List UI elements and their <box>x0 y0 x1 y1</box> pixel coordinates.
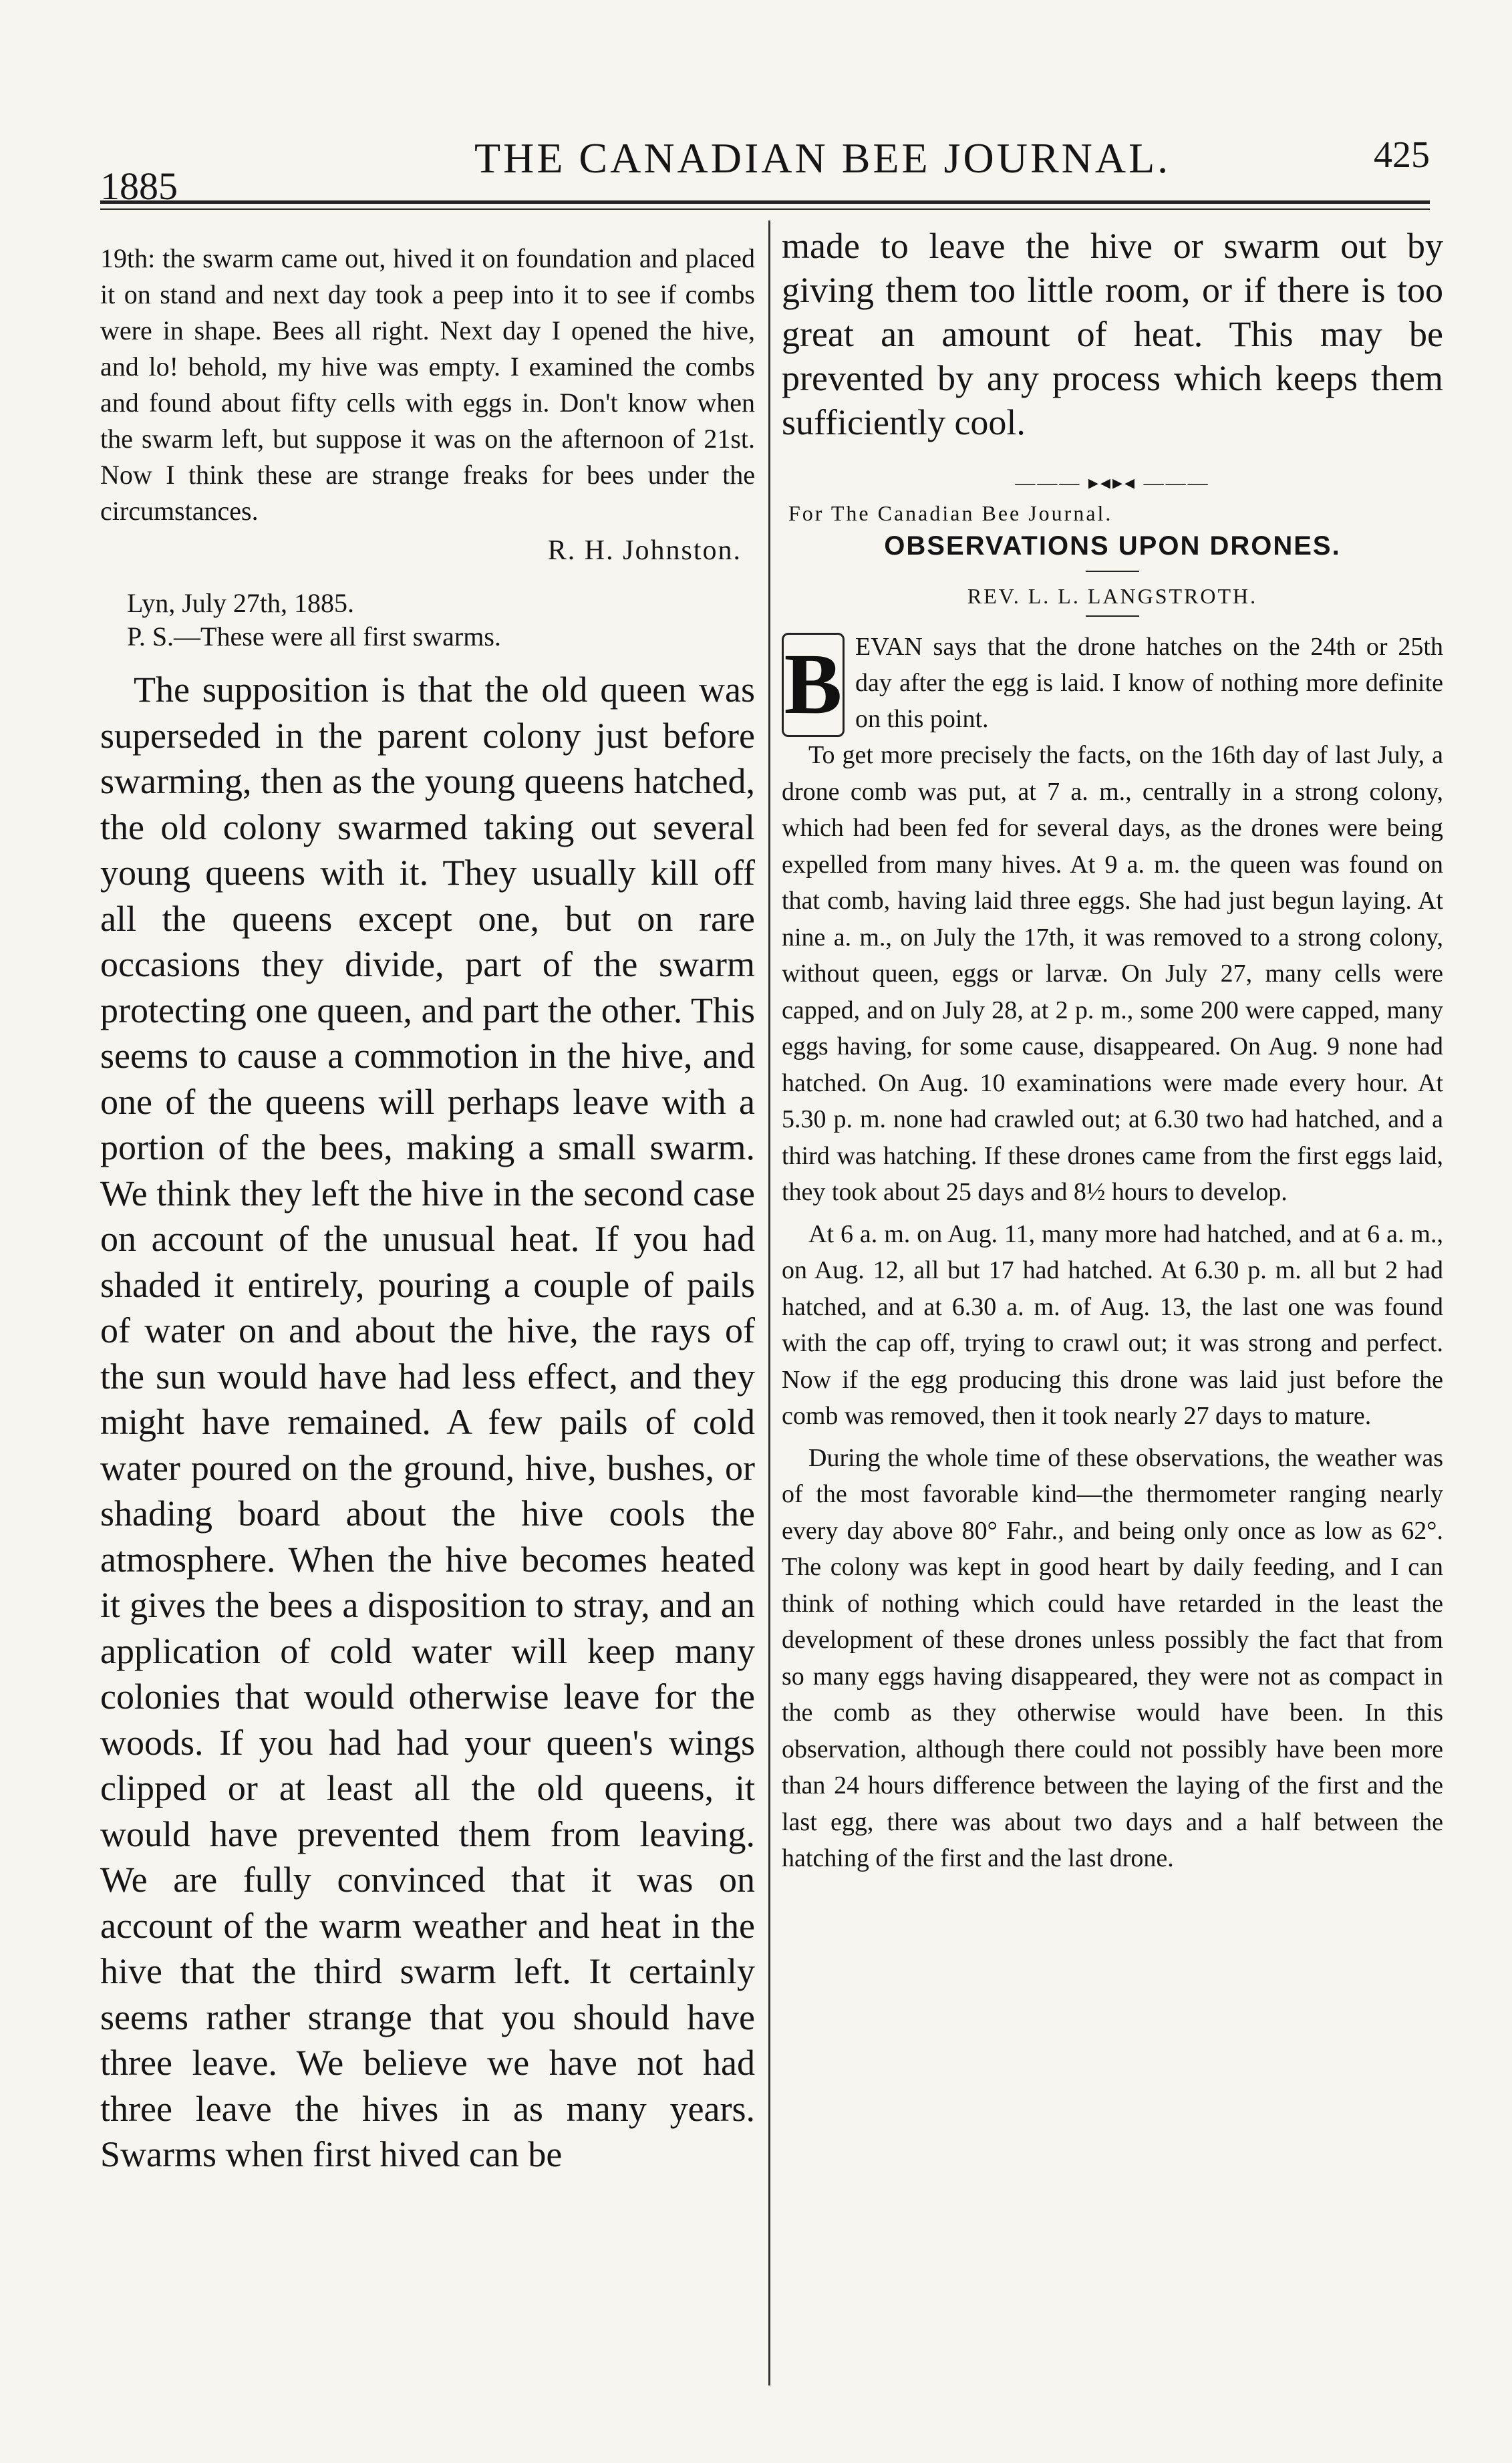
article-paragraph-4: During the whole time of these observations, the weather was of the most favorable kind—the thermometer ranging nearly every day above 80° Fahr., and being only once as low as 62°. The colony was kept in good heart by daily feeding, and I can think of nothing which could have retarded in the least the development of these drones unless possibly the fact that from so many eggs having disappeared, they were not as compact in the comb as they otherwise would have been. In this observation, although there could not possibly have been more than 24 hours difference between the laying of the first and the last egg, there was about two days and a half between the hatching of the first and the last drone. <box>782 1443 1443 1872</box>
for-journal-line: For The Canadian Bee Journal. <box>788 501 1113 525</box>
drop-cap: B <box>782 633 845 737</box>
right-column <box>782 224 1443 1877</box>
letter-postscript: P. S.—These were all first swarms. <box>127 621 501 651</box>
left-column <box>100 241 755 2178</box>
column-divider <box>768 221 770 2385</box>
article-author: REV. L. L. LANGSTROTH. <box>967 584 1258 608</box>
letter-signature: R. H. Johnston. <box>547 535 742 566</box>
header-rule <box>100 200 1430 204</box>
letter-dateline: Lyn, July 27th, 1885. <box>127 588 355 618</box>
page-number: 425 <box>1374 134 1430 176</box>
page-header <box>100 127 1430 208</box>
article-paragraph-2: To get more precisely the facts, on the 16th day of last July, a drone comb was put, at 7 a. m., centrally in a strong colony, which had been fed for several days, as the drones were being expelled from many hives. At 9 a. m. the queen was found on that comb, having laid three eggs. She had just begun laying. At nine a. m., on July the 17th, it was removed to a strong colony, without queen, eggs or larvæ. On July 27, many cells were capped, and on July 28, at 2 p. m., some 200 were capped, many eggs having, for some cause, disappeared. On Aug. 9 none had hatched. On Aug. 10 examinations were made every hour. At 5.30 p. m. none had crawled out; at 6.30 two had hatched, and a third was hatching. If these drones came from the first eggs laid, they took about 25 days and 8½ hours to develop. <box>782 741 1443 1206</box>
reply-continuation: made to leave the hive or swarm out by giving them too little room, or if there is too great an amount of heat. This may be prevented by any process which keeps them sufficiently cool. <box>782 226 1443 442</box>
journal-title: THE CANADIAN BEE JOURNAL. <box>474 134 1171 182</box>
lead-paragraph <box>782 629 1443 737</box>
header-rule-thin <box>100 208 1430 210</box>
title-rule <box>1086 571 1139 572</box>
letter-text: 19th: the swarm came out, hived it on foundation and placed it on stand and next day took a peep into it to see if combs were in shape. Bees all right. Next day I opened the hive, and lo! behold, my hive was empty. I examined the combs and found about fifty cells with eggs in. Don't know when the swarm left, but suppose it was on the afternoon of 21st. Now I think these are strange freaks for bees under the circumstances. <box>100 243 755 526</box>
section-ornament: ——— ▸◂▸◂ ——— <box>1015 472 1210 494</box>
article-paragraph-3: At 6 a. m. on Aug. 11, many more had hatched, and at 6 a. m., on Aug. 12, all but 17 had hatched. At 6.30 p. m. all but 2 had hatched, and at 6.30 a. m. of Aug. 13, the last one was found with the cap off, trying to crawl out; it was strong and perfect. Now if the egg producing this drone was laid just before the comb was removed, then it took nearly 27 days to mature. <box>782 1219 1443 1430</box>
header-year: 1885 <box>100 164 178 208</box>
author-rule <box>1086 615 1139 617</box>
article-title: OBSERVATIONS UPON DRONES. <box>884 531 1341 561</box>
editor-reply: The supposition is that the old queen was superseded in the parent colony just before swarming, then as the young queens hatched, the old colony swarmed taking out several young queens with it. They usually kill off all the queens except one, but on rare occasions they divide, part of the swarm protecting one queen, and part the other. This seems to cause a commotion in the hive, and one of the queens will perhaps leave with a portion of the bees, making a small swarm. We think they left the hive in the second case on account of the unusual heat. If you had shaded it entirely, pouring a couple of pails of water on and about the hive, the rays of the sun would have had less effect, and they might have remained. A few pails of cold water poured on the ground, hive, bushes, or shading board about the hive cools the atmosphere. When the hive becomes heated it gives the bees a disposition to stray, and an application of cold water will keep many colonies that would otherwise leave for the woods. If you had had your queen's wings clipped or at least all the old queens, it would have prevented them from leaving. We are fully convinced that it was on account of the warm weather and heat in the hive that the third swarm left. It certainly seems rather strange that you should have three leave. We believe we have not had three leave the hives in as many years. Swarms when first hived can be <box>100 670 755 2174</box>
lead-paragraph-text: EVAN says that the drone hatches on the 24th or 25th day after the egg is laid. I know of nothing more definite on this point. <box>855 633 1443 733</box>
